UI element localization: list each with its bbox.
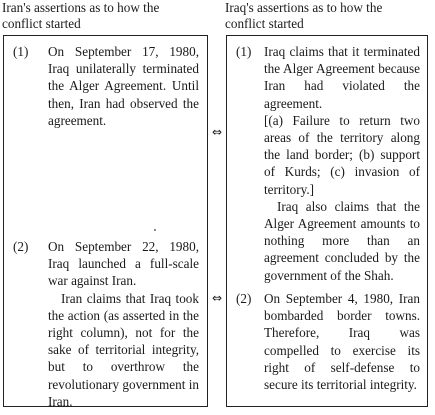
item-number: (2) <box>13 239 29 254</box>
paragraph: [(a) Failure to return two areas of the territory along the land border; (b) support of Kurds; (c) invasion of territory.] <box>264 112 420 197</box>
heading-line: Iraq's assertions as to how the <box>225 0 383 15</box>
double-arrow-icon: ⇔ <box>211 291 223 305</box>
item-text <box>264 290 420 393</box>
paragraph: On September 22, 1980, Iraq launched a full-scale war against Iran. <box>48 239 199 289</box>
item-text <box>264 43 420 284</box>
iran-column-heading <box>2 0 202 32</box>
paragraph: Iraq claims that it terminated the Alger Agreement because Iran had violated the agreement. <box>264 44 420 111</box>
item-number: (2) <box>236 291 252 306</box>
paragraph: Iran claims that Iraq took the action (as asserted in the right column), not for the sake of territorial integrity, but to overthrow the revolutionary government in Iran. <box>48 290 199 409</box>
paragraph: Iraq also claims that the Alger Agreement amounts to nothing more than an agreement concluded by the government of the Shah. <box>264 198 420 283</box>
paragraph: On September 17, 1980, Iraq unilaterally terminated the Alger Agreement. Until then, Iran had observed the agreement. <box>48 44 199 128</box>
paragraph: On September 4, 1980, Iran bombarded border towns. Therefore, Iraq was compelled to exercise its right of self-defense to secure its territorial integrity. <box>264 291 420 393</box>
iraq-column-heading <box>225 0 425 32</box>
item-number: (1) <box>13 44 29 59</box>
item-text <box>48 238 199 410</box>
heading-line: conflict started <box>2 16 81 31</box>
double-arrow-icon: ⇔ <box>211 125 223 139</box>
heading-line: Iran's assertions as to how the <box>2 0 160 15</box>
item-number: (1) <box>236 44 252 59</box>
speck <box>154 229 156 231</box>
heading-line: conflict started <box>225 16 304 31</box>
iraq-assertions-box <box>226 35 428 407</box>
iran-assertions-box <box>3 35 208 407</box>
item-text <box>48 43 199 129</box>
